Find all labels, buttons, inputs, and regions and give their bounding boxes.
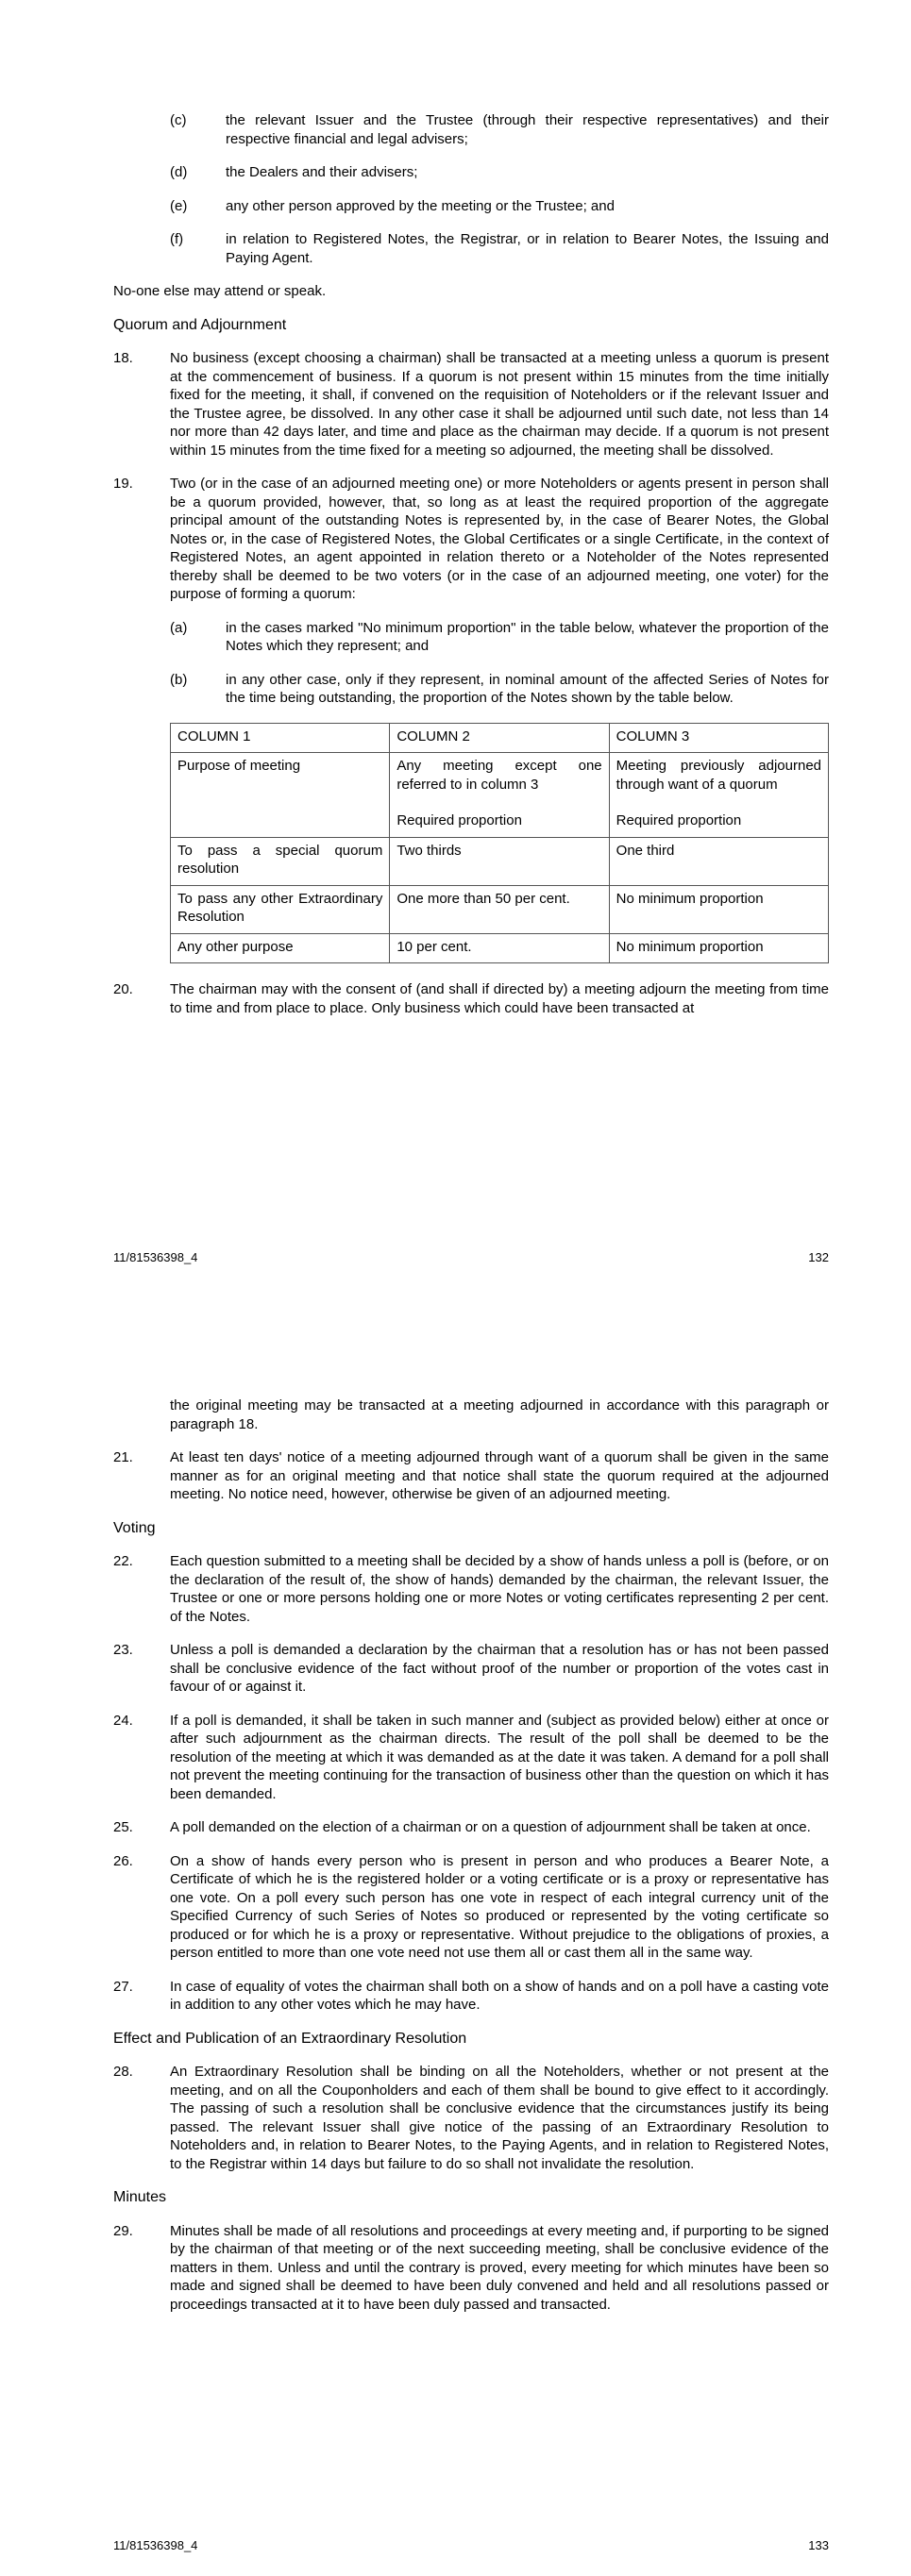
table-row xyxy=(171,753,829,838)
paragraph-24 xyxy=(113,1712,829,1804)
paragraph-number: 29. xyxy=(113,2222,133,2239)
paragraph-number: 21. xyxy=(113,1449,133,1465)
paragraph-number: 19. xyxy=(113,476,133,492)
table-cell: 10 per cent. xyxy=(390,933,609,963)
paragraph-28 xyxy=(113,2063,829,2173)
table-cell: No minimum proportion xyxy=(609,933,828,963)
paragraph-number: 18. xyxy=(113,350,133,366)
paragraph-number: 27. xyxy=(113,1978,133,1995)
item-text: the relevant Issuer and the Trustee (through their respective representatives) and their respective financial and legal advisers; xyxy=(226,112,829,147)
table-row xyxy=(171,933,829,963)
paragraph-number: 25. xyxy=(113,1819,133,1835)
table-cell: To pass any other Extraordinary Resolution xyxy=(171,885,390,933)
page-number: 133 xyxy=(808,2538,829,2552)
table-cell xyxy=(390,753,609,838)
table-cell: One more than 50 per cent. xyxy=(390,885,609,933)
quorum-proportion-table xyxy=(170,723,829,964)
paragraph-20 xyxy=(113,980,829,1017)
table-cell: To pass a special quorum resolution xyxy=(171,837,390,885)
list-item xyxy=(113,230,829,267)
paragraph-text: Each question submitted to a meeting shall be decided by a show of hands unless a poll is (before, or on the declaration of the result of, the show of hands) demanded by the chairman, the relevant Issuer, the Trustee or one or more persons holding one or more Notes or voting certificates representing 2 per cent. of the Notes. xyxy=(170,1553,829,1625)
paragraph-number: 23. xyxy=(113,1642,133,1658)
paragraph-19 xyxy=(113,475,829,604)
item-label: (c) xyxy=(170,112,187,128)
table-cell: No minimum proportion xyxy=(609,885,828,933)
item-text: in the cases marked "No minimum proportion" in the table below, whatever the proportion of the Notes which they represent; and xyxy=(226,619,829,654)
document-page-133 xyxy=(0,1288,911,2576)
cell-text: Required proportion xyxy=(616,812,742,828)
cell-text: Any meeting except one referred to in column 3 xyxy=(396,758,602,793)
paragraph-text: At least ten days' notice of a meeting adjourned through want of a quorum shall be given in the same manner as for an original meeting and that notice shall state the quorum required at the adjourned meeting. No notice need, however, otherwise be given of an adjourned meeting. xyxy=(170,1449,829,1502)
continuation-text: the original meeting may be transacted at a meeting adjourned in accordance with this paragraph or paragraph 18. xyxy=(170,1397,829,1432)
paragraph-text: No business (except choosing a chairman) shall be transacted at a meeting unless a quorum is present at the commencement of business. If a quorum is not present within 15 minutes from the time initially fixed for the meeting, it shall, if convened on the requisition of Noteholders or if the relevant Issuer and the Trustee agree, be dissolved. In any other case it shall be adjourned until such date, not less than 14 nor more than 42 days later, and time and place as the chairman may decide. If a quorum is not present within 15 minutes from the time fixed for a meeting so adjourned, the meeting shall be dissolved. xyxy=(170,350,829,459)
paragraph-text: Minutes shall be made of all resolutions and proceedings at every meeting and, if purporting to be signed by the chairman of that meeting or of the next succeeding meeting, shall be conclusive evidence of the matters in them. Unless and until the contrary is proved, every meeting for which minutes have been so made and signed shall be deemed to have been duly convened and held and all resolutions passed or proceedings transacted at it to have been duly passed and transacted. xyxy=(170,2222,829,2313)
paragraph-number: 22. xyxy=(113,1553,133,1569)
item-text: any other person approved by the meeting or the Trustee; and xyxy=(226,197,615,214)
paragraph-text: An Extraordinary Resolution shall be binding on all the Noteholders, whether or not present at the meeting, and on all the Couponholders and each of them shall be bound to give effect to it accordingly. The passing of such a resolution shall be conclusive evidence that the circumstances justify its being passed. The relevant Issuer shall give notice of the passing of an Extraordinary Resolution to Noteholders and, in relation to Bearer Notes, to the Paying Agents, and in relation to Registered Notes, to the Registrar within 14 days but failure to do so shall not invalidate the resolution. xyxy=(170,2064,829,2172)
list-item xyxy=(113,163,829,182)
page-body xyxy=(113,111,829,1032)
no-one-else-text: No-one else may attend or speak. xyxy=(113,283,327,299)
list-item xyxy=(113,111,829,148)
paragraph-text: If a poll is demanded, it shall be taken in such manner and (subject as provided below) either at once or after such adjournment as the chairman directs. The result of the poll shall be deemed to be the resolution of the meeting at which it was demanded as at the date it was taken. A demand for a poll shall not prevent the meeting continuing for the transaction of business other than the question on which it has been demanded. xyxy=(170,1712,829,1802)
paragraph-21 xyxy=(113,1448,829,1504)
paragraph-25 xyxy=(113,1818,829,1837)
paragraph-number: 20. xyxy=(113,981,133,997)
paragraph-18 xyxy=(113,349,829,460)
paragraph-number: 26. xyxy=(113,1852,133,1869)
paragraph-text: Two (or in the case of an adjourned meeting one) or more Noteholders or agents present in person shall be a quorum provided, however, that, so long as at least the required proportion of the aggregate principal amount of the outstanding Notes is represented by, in the case of Bearer Notes, the Global Notes or, in the case of Registered Notes, the Global Certificates or a single Certificate, in the context of Registered Notes, an agent appointed in relation thereto or a Noteholder of the Notes represented thereby shall be deemed to be two voters (or in the case of an adjourned meeting, one voter) for the purpose of forming a quorum: xyxy=(170,476,829,602)
item-text: in relation to Registered Notes, the Registrar, or in relation to Bearer Notes, the Issuing and Paying Agent. xyxy=(226,231,829,266)
paragraph-26 xyxy=(113,1852,829,1963)
item-label: (e) xyxy=(170,197,188,214)
list-item xyxy=(113,197,829,216)
table-header-cell: COLUMN 2 xyxy=(390,723,609,753)
paragraph-27 xyxy=(113,1978,829,2015)
paragraph-number: 24. xyxy=(113,1712,133,1729)
paragraph-text: A poll demanded on the election of a chairman or on a question of adjournment shall be taken at once. xyxy=(170,1819,811,1835)
paragraph-text: On a show of hands every person who is present in person and who produces a Bearer Note, a Certificate of which he is the registered holder or a voting certificate or is a proxy or representative has one vote. On a poll every such person has one vote in respect of each integral currency unit of the Specified Currency of such Series of Notes so produced or represented by the voting certificate so produced or for which he is a proxy or representative. Without prejudice to the obligations of proxies, a person entitled to more than one vote need not use them all or cast them all in the same way. xyxy=(170,1852,829,1961)
item-label: (b) xyxy=(170,671,188,688)
page-number: 132 xyxy=(808,1250,829,1264)
page-body xyxy=(113,1397,829,2329)
table-row xyxy=(171,837,829,885)
item-label: (a) xyxy=(170,619,188,636)
paragraph-23 xyxy=(113,1641,829,1697)
table-cell xyxy=(609,753,828,838)
item-label: (d) xyxy=(170,164,188,180)
table-header-cell: COLUMN 3 xyxy=(609,723,828,753)
table-header-cell: COLUMN 1 xyxy=(171,723,390,753)
section-heading-quorum: Quorum and Adjournment xyxy=(113,316,287,333)
paragraph-29 xyxy=(113,2222,829,2315)
paragraph-text: The chairman may with the consent of (and shall if directed by) a meeting adjourn the meeting from time to time and from place to place. Only business which could have been transacted at xyxy=(170,981,829,1016)
table-cell: Purpose of meeting xyxy=(171,753,390,838)
table-row xyxy=(171,885,829,933)
paragraph-number: 28. xyxy=(113,2064,133,2080)
list-item xyxy=(113,671,829,708)
item-text: in any other case, only if they represent, in nominal amount of the affected Series of Notes for the time being outstanding, the proportion of the Notes shown by the table below. xyxy=(226,671,829,706)
paragraph-22 xyxy=(113,1552,829,1626)
section-heading-effect: Effect and Publication of an Extraordinary Resolution xyxy=(113,2030,467,2047)
table-cell: Any other purpose xyxy=(171,933,390,963)
section-heading-voting: Voting xyxy=(113,1519,156,1536)
document-reference: 11/81536398_4 xyxy=(113,2538,198,2552)
document-reference: 11/81536398_4 xyxy=(113,1250,198,1264)
paragraph-text: In case of equality of votes the chairman shall both on a show of hands and on a poll have a casting vote in addition to any other votes which he may have. xyxy=(170,1978,829,2013)
paragraph-text: Unless a poll is demanded a declaration by the chairman that a resolution has or has not been passed shall be conclusive evidence of the fact without proof of the number or proportion of the votes cast in favour of or against it. xyxy=(170,1642,829,1695)
cell-text: Required proportion xyxy=(396,812,522,828)
list-item xyxy=(113,619,829,656)
section-heading-minutes: Minutes xyxy=(113,2189,167,2205)
cell-text: Meeting previously adjourned through want of a quorum xyxy=(616,758,821,793)
item-label: (f) xyxy=(170,231,184,247)
item-text: the Dealers and their advisers; xyxy=(226,164,418,180)
table-cell: Two thirds xyxy=(390,837,609,885)
table-header-row xyxy=(171,723,829,753)
table-cell: One third xyxy=(609,837,828,885)
